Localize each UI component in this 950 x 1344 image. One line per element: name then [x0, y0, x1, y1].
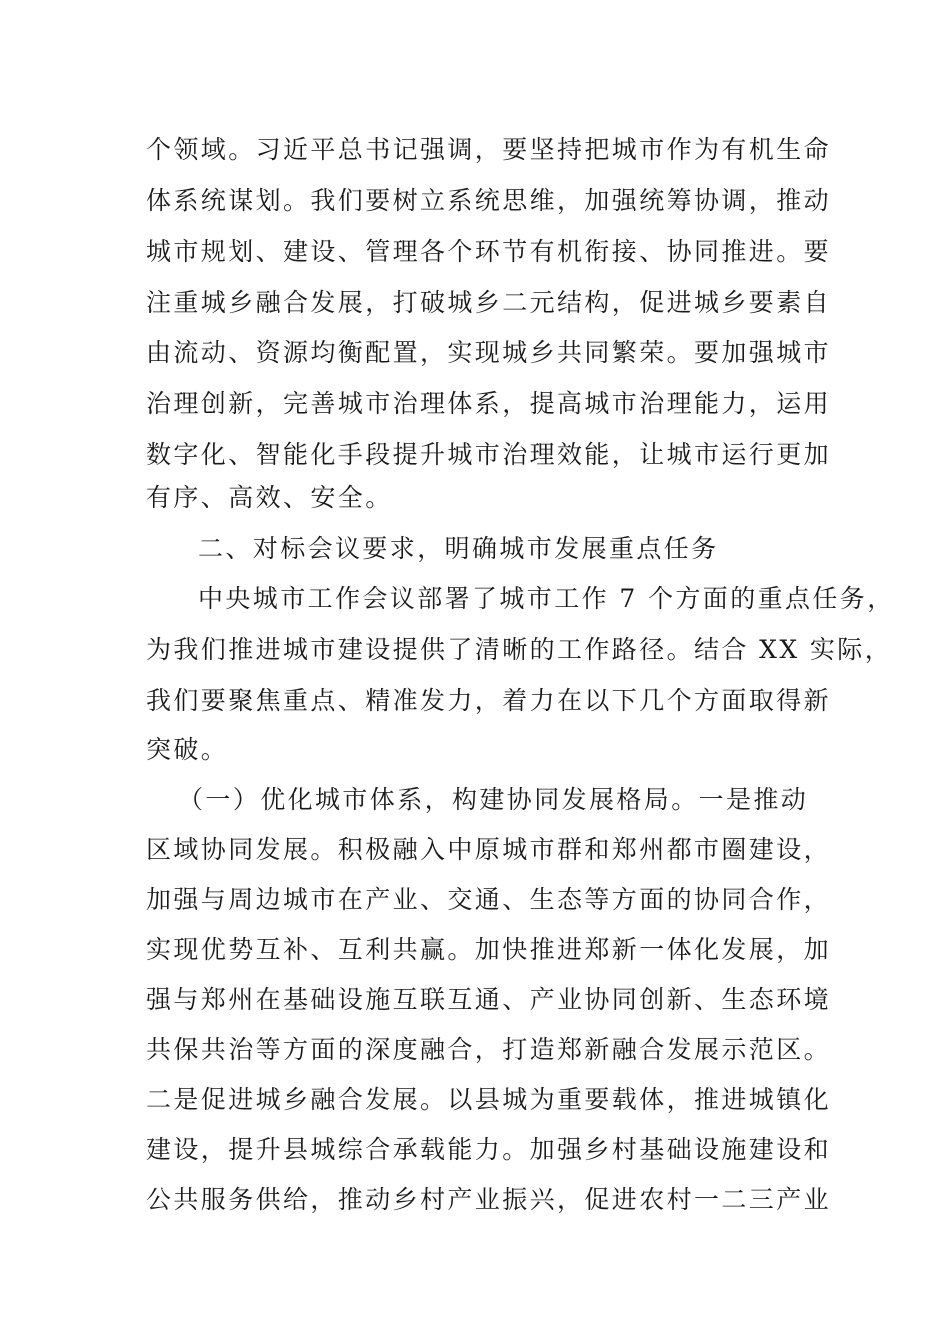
text-line: 治理创新，完善城市治理体系，提高城市治理能力，运用 [146, 389, 832, 418]
text-line: 建设，提升县城综合承载能力。加强乡村基础设施建设和 [146, 1135, 832, 1164]
text-line: 区域协同发展。积极融入中原城市群和郑州都市圈建设， [146, 835, 832, 864]
subsection-first-line: （一）优化城市体系，构建协同发展格局。一是推动 [178, 785, 809, 814]
paragraph-first-line: 中央城市工作会议部署了城市工作 7 个方面的重点任务， [198, 584, 895, 613]
text-line: 我们要聚焦重点、精准发力，着力在以下几个方面取得新 [146, 686, 832, 715]
text-line: 突破。 [146, 735, 229, 764]
text-line: 数字化、智能化手段提升城市治理效能，让城市运行更加 [146, 440, 832, 469]
text-line: 实现优势互补、互利共赢。加快推进郑新一体化发展，加 [146, 935, 832, 964]
text-line: 共保共治等方面的深度融合，打造郑新融合发展示范区。 [146, 1035, 832, 1064]
section-heading: 二、对标会议要求，明确城市发展重点任务 [198, 534, 719, 563]
text-line: 加强与周边城市在产业、交通、生态等方面的协同合作， [146, 885, 832, 914]
text-line: 强与郑州在基础设施互联互通、产业协同创新、生态环境 [146, 985, 832, 1014]
text-line: 有序、高效、安全。 [146, 483, 393, 512]
text-line: 公共服务供给，推动乡村产业振兴，促进农村一二三产业 [146, 1185, 832, 1214]
text-line: 个领域。习近平总书记强调，要坚持把城市作为有机生命 [146, 135, 832, 164]
text-line: 由流动、资源均衡配置，实现城乡共同繁荣。要加强城市 [146, 338, 832, 367]
text-line: 体系统谋划。我们要树立系统思维，加强统筹协调，推动 [146, 186, 832, 215]
text-line: 为我们推进城市建设提供了清晰的工作路径。结合 XX 实际， [146, 635, 893, 664]
text-line: 二是促进城乡融合发展。以县城为重要载体，推进城镇化 [146, 1085, 832, 1114]
text-line: 城市规划、建设、管理各个环节有机衔接、协同推进。要 [146, 237, 832, 266]
text-line: 注重城乡融合发展，打破城乡二元结构，促进城乡要素自 [146, 288, 832, 317]
